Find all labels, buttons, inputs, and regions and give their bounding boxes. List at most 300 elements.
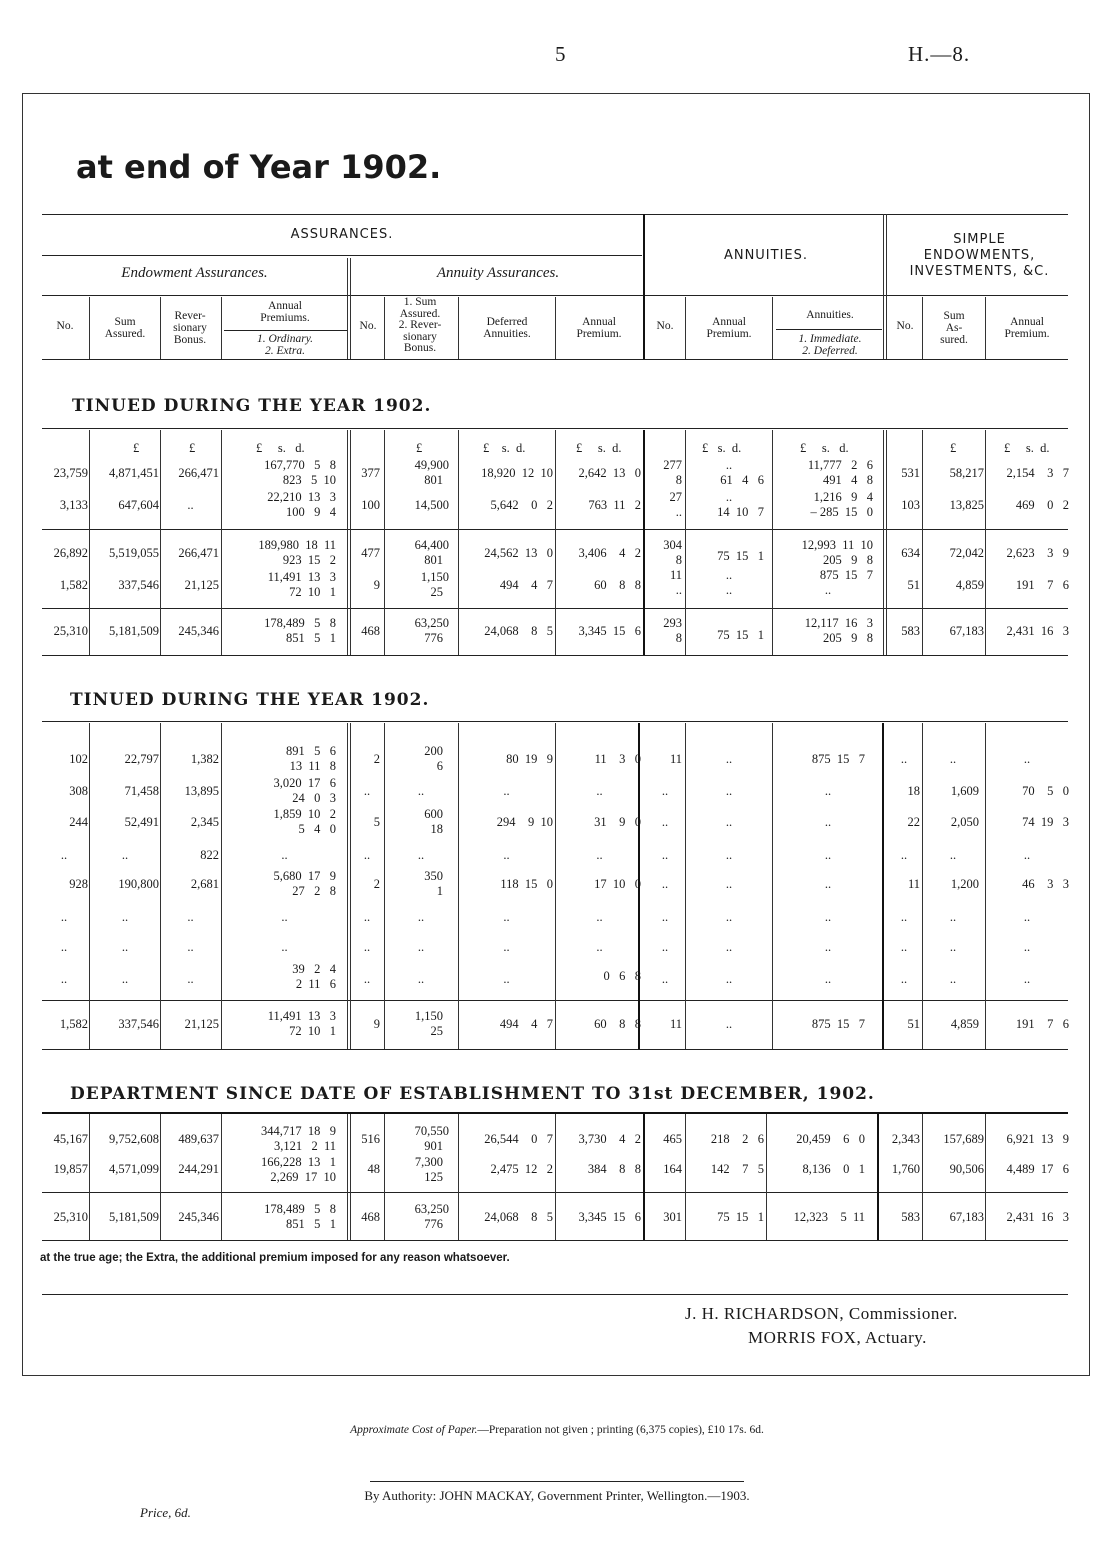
commissioner-signature: J. H. RICHARDSON, Commissioner. <box>685 1304 958 1323</box>
t2-r1-no: 102 <box>69 752 88 766</box>
t2-r2-def: .. <box>503 784 510 798</box>
section-2-top-rule <box>42 721 1068 722</box>
col-def-l2: Annuities. <box>483 328 531 340</box>
t2-div <box>985 723 986 1049</box>
col-ap-l3: 1. Ordinary. <box>256 333 314 345</box>
t1-r1-anprem2: 61 4 6 <box>720 473 764 487</box>
section-1-heading: TINUED DURING THE YEAR 1902. <box>72 396 432 416</box>
t1-r5-an1: 12,117 16 3 <box>804 616 873 630</box>
t3-r2-no: 19,857 <box>53 1162 88 1176</box>
t3-r3-an: 12,323 5 11 <box>793 1210 865 1224</box>
t1-r4-seno: 51 <box>907 578 920 592</box>
t2-r1-sum: 22,797 <box>124 752 159 766</box>
t2-r2-seprem: 70 5 0 <box>1022 784 1069 798</box>
t3-r2-aprem: 384 8 8 <box>587 1162 641 1176</box>
col-def-l1: Deferred <box>486 316 528 328</box>
t2-div <box>458 723 459 1049</box>
t2-r9-sesum: 4,859 <box>950 1017 979 1031</box>
t1-r1-ap2: 823 5 10 <box>282 473 336 487</box>
t2-r4-aano: .. <box>363 848 371 862</box>
t2-double-div <box>347 723 351 1049</box>
t1-div <box>922 430 923 655</box>
t2-r1-anprem: .. <box>725 752 733 766</box>
t2-r8-aprem: 0 6 8 <box>603 969 641 983</box>
t2-r1-rev: 1,382 <box>190 752 219 766</box>
t2-r8-an: .. <box>824 972 832 986</box>
t3-r3-seno: 583 <box>901 1210 920 1224</box>
t2-r2-anprem: .. <box>725 784 733 798</box>
col-aprem-l2: Premium. <box>576 328 622 340</box>
t2-r6-sum: .. <box>121 910 129 924</box>
t3-r2-rev: 244,291 <box>178 1162 219 1176</box>
t1-r2-no: 3,133 <box>59 498 88 512</box>
col-rev-l2: sionary <box>173 322 207 334</box>
col-aa-no: No. <box>359 320 377 332</box>
t2-r8-sum: .. <box>121 972 129 986</box>
t1-r3-aprem: 3,406 4 2 <box>578 546 641 560</box>
unit: £ <box>416 441 423 455</box>
t2-r3-an: .. <box>824 815 832 829</box>
t2-r8-no: .. <box>60 972 68 986</box>
t2-r3-rev: 2,345 <box>190 815 219 829</box>
col-aa-sum <box>383 297 457 355</box>
hdr-double-div <box>347 258 351 359</box>
t2-r9-sum: 337,546 <box>118 1017 159 1031</box>
t1-r1-aa2: 801 <box>424 473 443 487</box>
t1-r2-ap1: 22,210 13 3 <box>267 490 336 504</box>
hdr-div <box>772 297 773 359</box>
t1-r1-no: 23,759 <box>53 466 88 480</box>
hdr-div <box>985 297 986 359</box>
t2-r5-aa2: 1 <box>436 884 443 898</box>
t2-r2-aano: .. <box>363 784 371 798</box>
col-aprem-l1: Annual <box>582 316 616 328</box>
footer-rule <box>370 1481 744 1482</box>
t2-r8-ap1: 39 2 4 <box>292 962 336 976</box>
t2-r8-seprem: .. <box>1023 972 1031 986</box>
t2-r9-aa2: 25 <box>430 1024 443 1038</box>
col-aa-l2: Assured. <box>399 307 441 320</box>
endowment-subheading: Endowment Assurances. <box>121 265 268 281</box>
t2-r1-ap1: 891 5 6 <box>286 744 336 758</box>
t2-div <box>685 723 686 1049</box>
t2-r1-seprem: .. <box>1023 752 1031 766</box>
t3-r1-no: 45,167 <box>53 1132 88 1146</box>
t2-r7-def: .. <box>503 940 510 954</box>
t3-div <box>160 1114 161 1240</box>
unit: £ s. d. <box>800 441 849 455</box>
t2-r3-def: 294 9 10 <box>496 815 553 829</box>
t3-r1-anprem: 218 2 6 <box>710 1132 764 1146</box>
t2-r4-an: .. <box>824 848 832 862</box>
t1-r1-anno2: 8 <box>675 473 682 487</box>
t2-r2-aa: .. <box>417 784 425 798</box>
unit: £ s. d. <box>483 441 526 455</box>
t1-r4-sesum: 4,859 <box>955 578 984 592</box>
t2-div <box>555 723 556 1049</box>
t3-double-div <box>347 1114 351 1240</box>
t1-r4-aa2: 25 <box>430 585 443 599</box>
t2-r6-aprem: .. <box>596 910 603 924</box>
t2-r6-seno: .. <box>900 910 908 924</box>
col-aa-l3: 2. Rever- <box>398 319 442 331</box>
t2-r6-anno: .. <box>661 910 669 924</box>
t2-thick-div <box>638 723 640 1049</box>
t2-r7-aprem: .. <box>596 940 603 954</box>
t1-r5-def: 24,068 8 5 <box>484 624 553 638</box>
t3-r1-ap1: 344,717 18 9 <box>261 1124 336 1138</box>
hdr-div <box>89 297 90 359</box>
hdr-div <box>458 297 459 359</box>
col-an-types <box>774 333 886 357</box>
t2-r3-aa1: 600 <box>424 807 443 821</box>
col-sum-assured-l1: Sum <box>114 316 136 328</box>
t2-r1-seno: .. <box>900 752 908 766</box>
t2-thick-div <box>882 723 884 1049</box>
t1-div <box>384 430 385 655</box>
t1-r4-def: 494 4 7 <box>499 578 553 592</box>
col-ap-rule <box>224 330 348 331</box>
t1-div <box>160 430 161 655</box>
unit: £ <box>133 441 140 455</box>
t2-r2-rev: 13,895 <box>184 784 219 798</box>
t2-r5-rev: 2,681 <box>190 877 219 891</box>
table-frame <box>22 93 1090 1376</box>
t1-r3-def: 24,562 13 0 <box>484 546 553 560</box>
col-an-prem-l1: Annual <box>712 316 746 328</box>
t2-r2-aprem: .. <box>596 784 603 798</box>
t1-div <box>772 430 773 655</box>
t1-r4-an2: .. <box>824 583 832 597</box>
t1-r1-an2: 491 4 8 <box>823 473 873 487</box>
t1-r1-sesum: 58,217 <box>949 466 984 480</box>
t2-r6-aano: .. <box>363 910 371 924</box>
header-bottom-rule <box>42 359 1068 360</box>
t1-r5-aprem: 3,345 15 6 <box>578 624 641 638</box>
t2-r8-aa: .. <box>417 972 425 986</box>
actuary-signature: MORRIS FOX, Actuary. <box>748 1328 927 1347</box>
t1-div <box>458 430 459 655</box>
t2-r6-def: .. <box>503 910 510 924</box>
t1-r1-aprem: 2,642 13 0 <box>578 466 641 480</box>
col-deferred-annuities <box>459 316 555 340</box>
t3-r3-ap2: 851 5 1 <box>286 1217 336 1231</box>
t1-r2-ap2: 100 9 4 <box>286 505 336 519</box>
unit: £ <box>189 441 196 455</box>
t1-r4-anno2: .. <box>675 583 682 597</box>
t1-r3-ap2: 923 15 2 <box>282 553 336 567</box>
t1-r3-ap1: 189,980 18 11 <box>258 538 336 552</box>
t1-r4-aa1: 1,150 <box>420 570 449 584</box>
t2-r5-sum: 190,800 <box>118 877 159 891</box>
t2-r8-sesum: .. <box>949 972 957 986</box>
page-number: 5 <box>555 42 566 66</box>
t2-r8-rev: .. <box>187 972 194 986</box>
t2-r6-ap: .. <box>281 910 288 924</box>
col-se-sum-l1: Sum <box>943 310 965 322</box>
t3-r3-sesum: 67,183 <box>949 1210 984 1224</box>
t2-r4-anno: .. <box>661 848 669 862</box>
t1-r3-anno2: 8 <box>675 553 682 567</box>
t2-r3-sum: 52,491 <box>124 815 159 829</box>
t3-div <box>458 1114 459 1240</box>
t2-r4-seprem: .. <box>1023 848 1031 862</box>
t2-r3-sesum: 2,050 <box>950 815 979 829</box>
t1-r1-sum: 4,871,451 <box>109 466 159 480</box>
t3-r1-sesum: 157,689 <box>943 1132 984 1146</box>
t1-r4-no: 1,582 <box>59 578 88 592</box>
t1-r5-anno2: 8 <box>675 631 682 645</box>
t2-r1-an: 875 15 7 <box>811 752 865 766</box>
t2-r1-ap2: 13 11 8 <box>289 759 336 773</box>
t2-r3-ap1: 1,859 10 2 <box>273 807 336 821</box>
t2-r7-seno: .. <box>900 940 908 954</box>
simple-heading-line3: INVESTMENTS, &C. <box>909 264 1050 279</box>
t3-r2-def: 2,475 12 2 <box>490 1162 553 1176</box>
document-reference: H.—8. <box>908 42 971 66</box>
t2-r6-aa: .. <box>417 910 425 924</box>
t2-r7-anprem: .. <box>725 940 733 954</box>
col-an-l2: 1. Immediate. <box>798 333 862 345</box>
t1-r3-an2: 205 9 8 <box>823 553 873 567</box>
t3-r2-aa2: 125 <box>424 1170 443 1184</box>
t1-r2-def: 5,642 0 2 <box>490 498 553 512</box>
t2-r7-no: .. <box>60 940 68 954</box>
t2-r4-aprem: .. <box>596 848 603 862</box>
t2-r2-ap2: 24 0 3 <box>292 791 336 805</box>
col-ap-types <box>222 333 348 357</box>
t1-r1-an1: 11,777 2 6 <box>807 458 873 472</box>
t3-r1-sum: 9,752,608 <box>109 1132 159 1146</box>
t1-r2-seprem: 469 0 2 <box>1015 498 1069 512</box>
t2-r9-anprem: .. <box>725 1017 733 1031</box>
t3-r2-seprem: 4,489 17 6 <box>1006 1162 1069 1176</box>
t2-r3-aano: 5 <box>373 815 380 829</box>
t1-r3-sum: 5,519,055 <box>109 546 159 560</box>
t3-r1-aa1: 70,550 <box>414 1124 449 1138</box>
col-no: No. <box>56 320 74 332</box>
simple-heading-line2: ENDOWMENTS, <box>923 248 1036 263</box>
t2-r5-seno: 11 <box>907 877 920 891</box>
t2-r9-ap1: 11,491 13 3 <box>267 1009 336 1023</box>
t2-r8-aano: .. <box>363 972 371 986</box>
hdr-thick-div <box>643 214 645 359</box>
col-an-l3: 2. Deferred. <box>802 345 858 357</box>
t1-r2-anno1: 27 <box>669 490 682 504</box>
t1-r5-anno1: 293 <box>663 616 682 630</box>
t2-div <box>384 723 385 1049</box>
t3-r3-aa1: 63,250 <box>414 1202 449 1216</box>
t3-r1-aa2: 901 <box>424 1139 443 1153</box>
t2-r1-sesum: .. <box>949 752 957 766</box>
col-se-sum-l2: As- <box>945 322 963 334</box>
t1-r2-an1: 1,216 9 4 <box>813 490 873 504</box>
annuities-heading: ANNUITIES. <box>723 248 809 263</box>
t2-div <box>160 723 161 1049</box>
t3-r3-sum: 5,181,509 <box>109 1210 159 1224</box>
t2-r4-rev: 822 <box>200 848 219 862</box>
t2-r7-rev: .. <box>187 940 194 954</box>
t1-r4-aprem: 60 8 8 <box>594 578 641 592</box>
t1-r2-seno: 103 <box>901 498 920 512</box>
col-aa-l1: 1. Sum <box>403 296 437 308</box>
col-an-premium <box>686 316 772 340</box>
hdr-div <box>160 297 161 359</box>
t2-r5-def: 118 15 0 <box>500 877 553 891</box>
t3-r3-aano: 468 <box>361 1210 380 1224</box>
section-1-bottom-rule <box>42 655 1068 656</box>
t3-r1-ap2: 3,121 2 11 <box>273 1139 336 1153</box>
t2-r3-aprem: 31 9 0 <box>594 815 641 829</box>
unit: £ <box>950 441 957 455</box>
t3-div <box>89 1114 90 1240</box>
t2-div <box>922 723 923 1049</box>
t1-r5-sesum: 67,183 <box>949 624 984 638</box>
t2-r1-def: 80 19 9 <box>506 752 553 766</box>
t2-r6-an: .. <box>824 910 832 924</box>
t2-r5-ap1: 5,680 17 9 <box>273 869 336 883</box>
t3-r2-aa1: 7,300 <box>414 1155 443 1169</box>
unit: £ s. d. <box>256 441 305 455</box>
footnote: at the true age; the Extra, the additional premium imposed for any reason whatsoever. <box>40 1252 510 1264</box>
t3-thick-div <box>877 1114 879 1240</box>
t1-r2-anprem2: 14 10 7 <box>717 505 764 519</box>
t2-r9-rev: 21,125 <box>184 1017 219 1031</box>
t1-r5-aano: 468 <box>361 624 380 638</box>
t1-r3-an1: 12,993 11 10 <box>801 538 873 552</box>
t2-r7-sesum: .. <box>949 940 957 954</box>
t3-r3-anprem: 75 15 1 <box>717 1210 764 1224</box>
t1-r3-seno: 634 <box>901 546 920 560</box>
hdr-double-div <box>883 214 887 359</box>
col-annuities: Annuities. <box>806 309 854 321</box>
t3-r1-aano: 516 <box>361 1132 380 1146</box>
t1-thick-div <box>643 430 645 655</box>
col-se-sum <box>923 310 985 346</box>
t1-div <box>221 430 222 655</box>
t1-r1-ap1: 167,770 5 8 <box>264 458 336 472</box>
assurances-heading: ASSURANCES. <box>290 227 394 242</box>
t1-r1-anno1: 277 <box>663 458 682 472</box>
col-an-no: No. <box>656 320 674 332</box>
col-se-premium <box>986 316 1068 340</box>
annuity-assurances-subheading: Annuity Assurances. <box>436 265 560 281</box>
t1-r5-an2: 205 9 8 <box>823 631 873 645</box>
t3-r2-aano: 48 <box>367 1162 380 1176</box>
t1-r4-rev: 21,125 <box>184 578 219 592</box>
t3-r1-anno: 465 <box>663 1132 682 1146</box>
section-2-heading: TINUED DURING THE YEAR 1902. <box>70 690 430 710</box>
t2-r2-an: .. <box>824 784 832 798</box>
t3-r2-sesum: 90,506 <box>949 1162 984 1176</box>
t2-r1-aprem: 11 3 0 <box>594 752 641 766</box>
section-2-bottom-rule <box>42 1049 1068 1050</box>
t3-thick-div <box>643 1114 645 1240</box>
t2-r4-def: .. <box>503 848 510 862</box>
t1-r4-seprem: 191 7 6 <box>1015 578 1069 592</box>
t1-r2-sesum: 13,825 <box>949 498 984 512</box>
t1-r4-anprem2: .. <box>725 583 733 597</box>
t2-r4-anprem: .. <box>725 848 733 862</box>
t2-div <box>772 723 773 1049</box>
col-se-prem-l1: Annual <box>1010 316 1044 328</box>
t2-r3-anno: .. <box>661 815 669 829</box>
t1-r2-aprem: 763 11 2 <box>588 498 641 512</box>
t3-r3-def: 24,068 8 5 <box>484 1210 553 1224</box>
t1-r4-anprem1: .. <box>725 568 733 582</box>
t1-r3-sesum: 72,042 <box>949 546 984 560</box>
t3-r1-aprem: 3,730 4 2 <box>578 1132 641 1146</box>
t1-r1-rev: 266,471 <box>178 466 219 480</box>
hdr-div <box>555 297 556 359</box>
t1-r1-anprem1: .. <box>725 458 733 472</box>
t2-r1-aa2: 6 <box>436 759 443 773</box>
t1-r1-seprem: 2,154 3 7 <box>1006 466 1069 480</box>
col-ap-l2: Premiums. <box>260 312 310 324</box>
t3-r1-an: 20,459 6 0 <box>796 1132 865 1146</box>
t2-r5-aano: 2 <box>373 877 380 891</box>
t2-r5-anno: .. <box>661 877 669 891</box>
col-reversionary-bonus <box>160 310 220 346</box>
t3-r3-aa2: 776 <box>424 1217 443 1231</box>
t2-r3-aa2: 18 <box>430 822 443 836</box>
t1-r5-ap1: 178,489 5 8 <box>264 616 336 630</box>
t1-r1-aano: 377 <box>361 466 380 480</box>
t1-double-div <box>883 430 887 655</box>
t2-r5-sesum: 1,200 <box>950 877 979 891</box>
t1-r2-anno2: .. <box>675 505 682 519</box>
t3-r3-seprem: 2,431 16 3 <box>1006 1210 1069 1224</box>
t2-r8-seno: .. <box>900 972 908 986</box>
t3-r2-anprem: 142 7 5 <box>710 1162 764 1176</box>
t2-r3-seno: 22 <box>907 815 920 829</box>
t1-r1-def: 18,920 12 10 <box>481 466 553 480</box>
t2-r4-sum: .. <box>121 848 129 862</box>
t2-r9-ap2: 72 10 1 <box>289 1024 336 1038</box>
t1-r3-anprem: 75 15 1 <box>717 549 764 563</box>
printer-authority: By Authority: JOHN MACKAY, Government Printer, Wellington.—1903. <box>364 1488 750 1503</box>
t2-div <box>221 723 222 1049</box>
t3-r2-anno: 164 <box>663 1162 682 1176</box>
t2-r5-no: 928 <box>69 877 88 891</box>
t2-r5-an: .. <box>824 877 832 891</box>
t2-r5-anprem: .. <box>725 877 733 891</box>
t1-div <box>555 430 556 655</box>
t1-r2-anprem1: .. <box>725 490 733 504</box>
t2-r8-ap2: 2 11 6 <box>295 977 336 991</box>
hdr-div <box>922 297 923 359</box>
subheading-rule <box>42 295 1068 296</box>
t3-div <box>922 1114 923 1240</box>
hdr-div <box>384 297 385 359</box>
t2-r5-ap2: 27 2 8 <box>292 884 336 898</box>
t1-r5-seprem: 2,431 16 3 <box>1006 624 1069 638</box>
t2-div <box>89 723 90 1049</box>
t3-r3-ap1: 178,489 5 8 <box>264 1202 336 1216</box>
t1-r3-no: 26,892 <box>53 546 88 560</box>
t3-r2-an: 8,136 0 1 <box>802 1162 865 1176</box>
col-rev-l3: Bonus. <box>173 334 207 346</box>
t1-r4-ap2: 72 10 1 <box>289 585 336 599</box>
t2-r1-anno: 11 <box>669 752 682 766</box>
t2-r7-ap: .. <box>281 940 288 954</box>
t2-r7-anno: .. <box>661 940 669 954</box>
t2-r7-sum: .. <box>121 940 129 954</box>
t1-r3-anno1: 304 <box>663 538 682 552</box>
t1-r4-ap1: 11,491 13 3 <box>267 570 336 584</box>
unit: £ s. d. <box>702 441 742 455</box>
t2-r2-anno: .. <box>661 784 669 798</box>
